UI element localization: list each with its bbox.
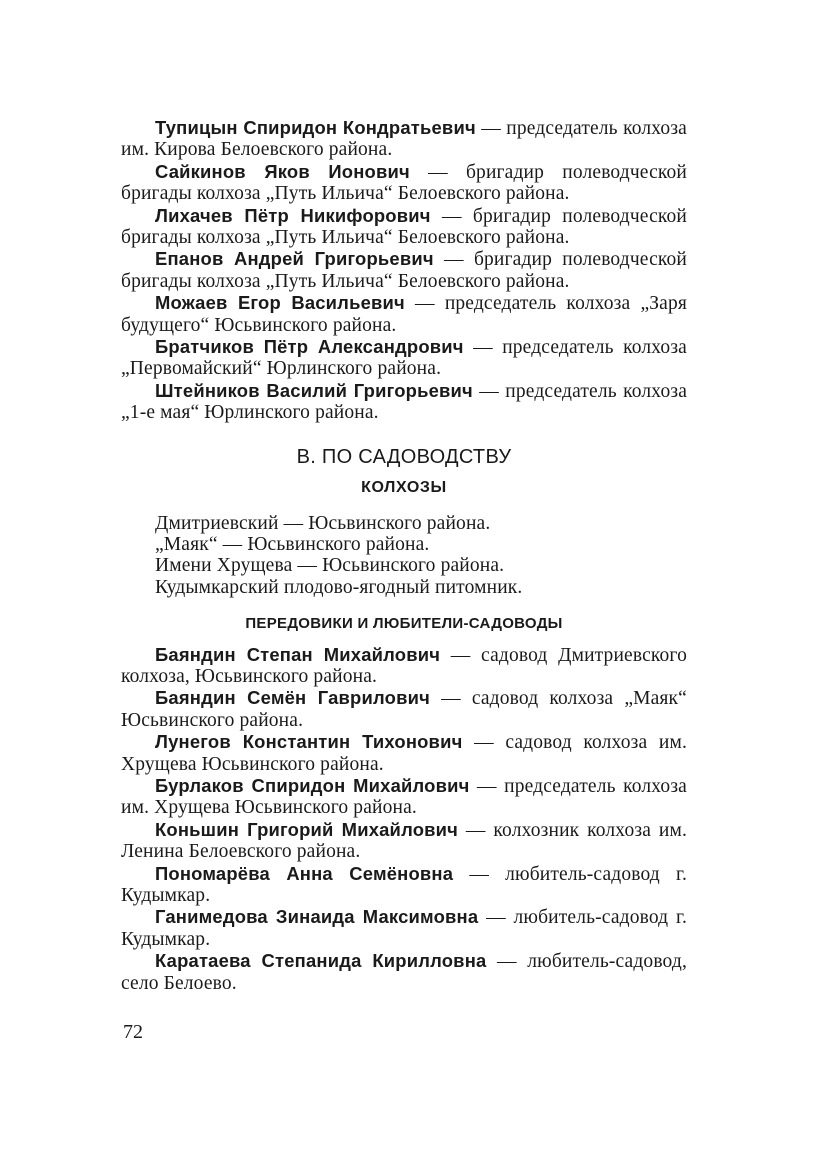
entry — [121, 336, 687, 380]
entry-text: — бригадир полеводческой бригады колхоза „Путь Ильича“ Белоевского района. — [121, 161, 687, 205]
entries-bottom — [121, 644, 687, 995]
entry-name: Братчиков Пётр Александрович — [155, 336, 464, 358]
entry-name: Лихачев Пётр Никифорович — [155, 204, 431, 226]
list-item: Дмитриевский — Юсьвинского района. — [155, 512, 491, 534]
entry-name: Штейников Василий Григорьевич — [155, 379, 473, 401]
entry — [121, 819, 687, 863]
entry — [121, 644, 687, 688]
entry — [121, 117, 687, 161]
text-column — [121, 117, 687, 994]
entry-text: — бригадир полеводческой бригады колхоза „Путь Ильича“ Белоевского района. — [121, 205, 688, 249]
entry-text: — любитель-садовод г. Кудымкар. — [121, 863, 687, 906]
entry-name: Лунегов Константин Тихонович — [155, 731, 463, 753]
entry-text: — председатель колхоза им. Хрущева Юсьвинского района. — [121, 775, 687, 819]
entry — [121, 205, 687, 249]
entry-text: — председатель колхоза „1-е мая“ Юрлинского района. — [121, 380, 687, 424]
entry-name: Коньшин Григорий Михайлович — [155, 818, 459, 840]
entries-top — [121, 117, 687, 424]
entry — [121, 687, 687, 731]
entry-name: Баяндин Семён Гаврилович — [155, 687, 430, 709]
entry-text: — председатель колхоза им. Кирова Белоевского района. — [121, 118, 687, 161]
entry — [121, 380, 687, 424]
list-item: „Маяк“ — Юсьвинского района. — [155, 533, 430, 555]
entry — [121, 950, 687, 994]
entry-name: Ганимедова Зинаида Максимовна — [155, 906, 479, 928]
entry-text: — садовод колхоза „Маяк“ Юсьвинского района. — [121, 688, 687, 731]
entry-text: — любитель-садовод г. Кудымкар. — [121, 907, 688, 950]
collective-farms-title: КОЛХОЗЫ — [361, 479, 447, 497]
leaders-title: ПЕРЕДОВИКИ И ЛЮБИТЕЛИ-САДОВОДЫ — [245, 615, 563, 633]
entry-name: Баяндин Степан Михайлович — [155, 643, 441, 665]
entry — [121, 863, 687, 907]
entry — [121, 292, 687, 336]
entry-name: Епанов Андрей Григорьевич — [155, 248, 434, 270]
entry-name: Сайкинов Яков Ионович — [155, 160, 410, 182]
entry-text: — любитель-садовод, село Белоево. — [121, 951, 687, 994]
entry-text: — председатель колхоза „Заря будущего“ Юсьвинского района. — [121, 293, 687, 336]
section-title: В. ПО САДОВОДСТВУ — [296, 445, 512, 468]
entry-text: — колхозник колхоза им. Ленина Белоевского района. — [121, 819, 687, 863]
entry-text: — бригадир полеводческой бригады колхоза „Путь Ильича“ Белоевского района. — [121, 249, 687, 292]
entry — [121, 731, 687, 775]
entry — [121, 161, 687, 205]
entry-name: Каратаева Степанида Кирилловна — [155, 950, 487, 972]
entry — [121, 248, 687, 292]
entry — [121, 775, 687, 819]
entry-name: Бурлаков Спиридон Михайлович — [155, 774, 470, 796]
entry-text: — садовод Дмитриевского колхоза, Юсьвинского района. — [121, 644, 687, 687]
entry-name: Можаев Егор Васильевич — [155, 292, 405, 314]
list-item: Кудымкарский плодово-ягодный питомник. — [155, 576, 523, 598]
list-item: Имени Хрущева — Юсьвинского района. — [155, 555, 505, 577]
page-number: 72 — [123, 1021, 143, 1043]
entry — [121, 906, 687, 950]
entry-name: Тупицын Спиридон Кондратьевич — [155, 117, 476, 138]
entry-text: — председатель колхоза „Первомайский“ Юрлинского района. — [121, 337, 687, 380]
entry-name: Пономарёва Анна Семёновна — [155, 862, 454, 884]
collective-farms-list — [121, 513, 687, 599]
entry-text: — садовод колхоза им. Хрущева Юсьвинского района. — [121, 732, 687, 775]
